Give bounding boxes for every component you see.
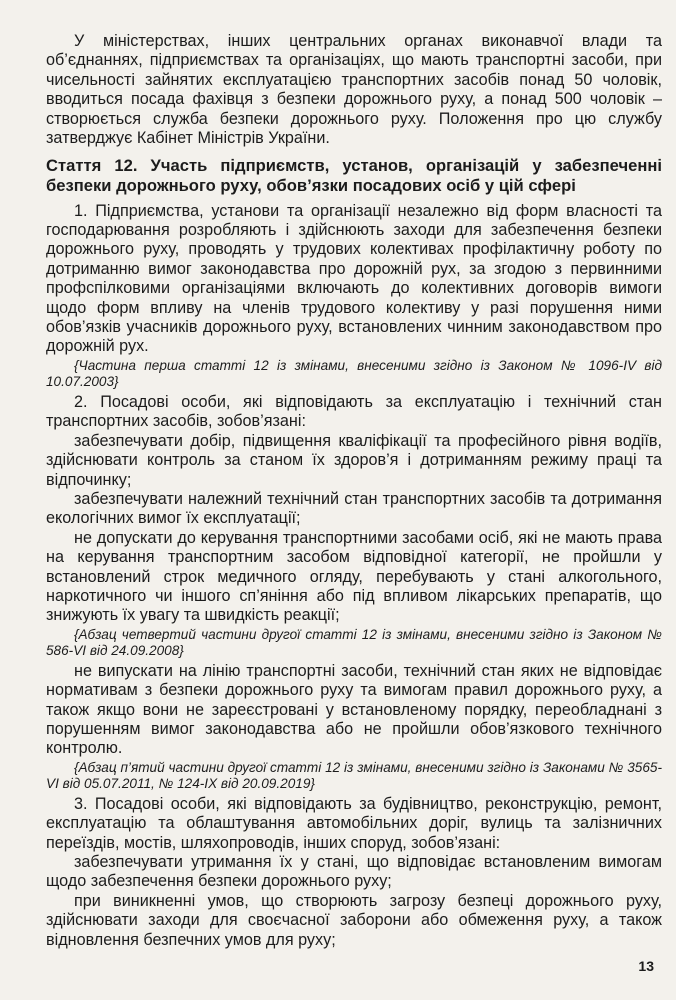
paragraph-part-1: 1. Підприємства, установи та організації незалежно від форм власності та господарювання розробляють і здійснюють заходи для забезпечення безпеки дорожнього руху, проводять у трудових колективах профілактичну роботу по дотриманню вимог законодавства про дорожній рух, за згодою з первинними профспілковими організаціями включають до колективних договорів вимоги щодо форм впливу на членів трудового колективу у разі порушення ними обов’язків учасників дорожнього руху, встановлених чинним законодавством про дорожній рух. — [46, 201, 662, 356]
amendment-note-3: {Абзац п’ятий частини другої статті 12 із змінами, внесеними згідно із Законами № 3565-VI від 05.07.2011, № 124-IX від 20.09.2019} — [46, 759, 662, 791]
paragraph-part-2-item-4: не випускати на лінію транспортні засоби, технічний стан яких не відповідає нормативам з безпеки дорожнього руху та вимогам правил дорожнього руху, а також якщо вони не зареєстровані у встановленому порядку, переобладнані з порушенням вимог законодавства або не пройшли обов’язкового технічного контролю. — [46, 661, 662, 758]
paragraph-part-2: 2. Посадові особи, які відповідають за експлуатацію і технічний стан транспортних засобів, зобов’язані: — [46, 392, 662, 431]
paragraph-part-3: 3. Посадові особи, які відповідають за будівництво, реконструкцію, ремонт, експлуатацію та облаштування автомобільних доріг, вулиць та залізничних переїздів, мостів, шляхопроводів, інших споруд, зобов’язані: — [46, 794, 662, 852]
page-number: 13 — [638, 958, 654, 974]
paragraph-part-2-item-2: забезпечувати належний технічний стан транспортних засобів та дотримання екологічних вимог їх експлуатації; — [46, 489, 662, 528]
paragraph-intro: У міністерствах, інших центральних органах виконавчої влади та об’єднаннях, підприємствах та організаціях, що мають транспортні засоби, при чисельності зайнятих експлуатацією транспортних засобів понад 50 чоловік, вводиться посада фахівця з безпеки дорожнього руху, а понад 500 чоловік – створюється служба безпеки дорожнього руху. Положення про цю службу затверджує Кабінет Міністрів України. — [46, 32, 662, 148]
article-heading: Стаття 12. Участь підприємств, установ, організацій у забезпеченні безпеки дорожнього руху, обов’язки посадових осіб у цій сфері — [46, 156, 662, 196]
paragraph-part-3-item-1: забезпечувати утримання їх у стані, що відповідає встановленим вимогам щодо забезпечення безпеки дорожнього руху; — [46, 853, 662, 891]
paragraph-part-2-item-1: забезпечувати добір, підвищення кваліфікації та професійного рівня водіїв, здійснювати контроль за станом їх здоров’я і дотриманням режиму праці та відпочинку; — [46, 431, 662, 489]
amendment-note-2: {Абзац четвертий частини другої статті 12 із змінами, внесеними згідно із Законом № 586-VI від 24.09.2008} — [46, 626, 662, 658]
paragraph-part-2-item-3: не допускати до керування транспортними засобами осіб, які не мають права на керування транспортним засобом відповідної категорії, не пройшли у встановлений строк медичного огляду, перебувають у стані алкогольного, наркотичного чи іншого сп’яніння або під впливом лікарських препаратів, що знижують їх увагу та швидкість реакції; — [46, 528, 662, 625]
document-page — [46, 32, 662, 950]
amendment-note-1: {Частина перша статті 12 із змінами, внесеними згідно із Законом № 1096-IV від 10.07.2003} — [46, 357, 662, 389]
paragraph-part-3-item-2: при виникненні умов, що створюють загрозу безпеці дорожнього руху, здійснювати заходи для своєчасної заборони або обмеження руху, а також відновлення безпечних умов для руху; — [46, 891, 662, 949]
